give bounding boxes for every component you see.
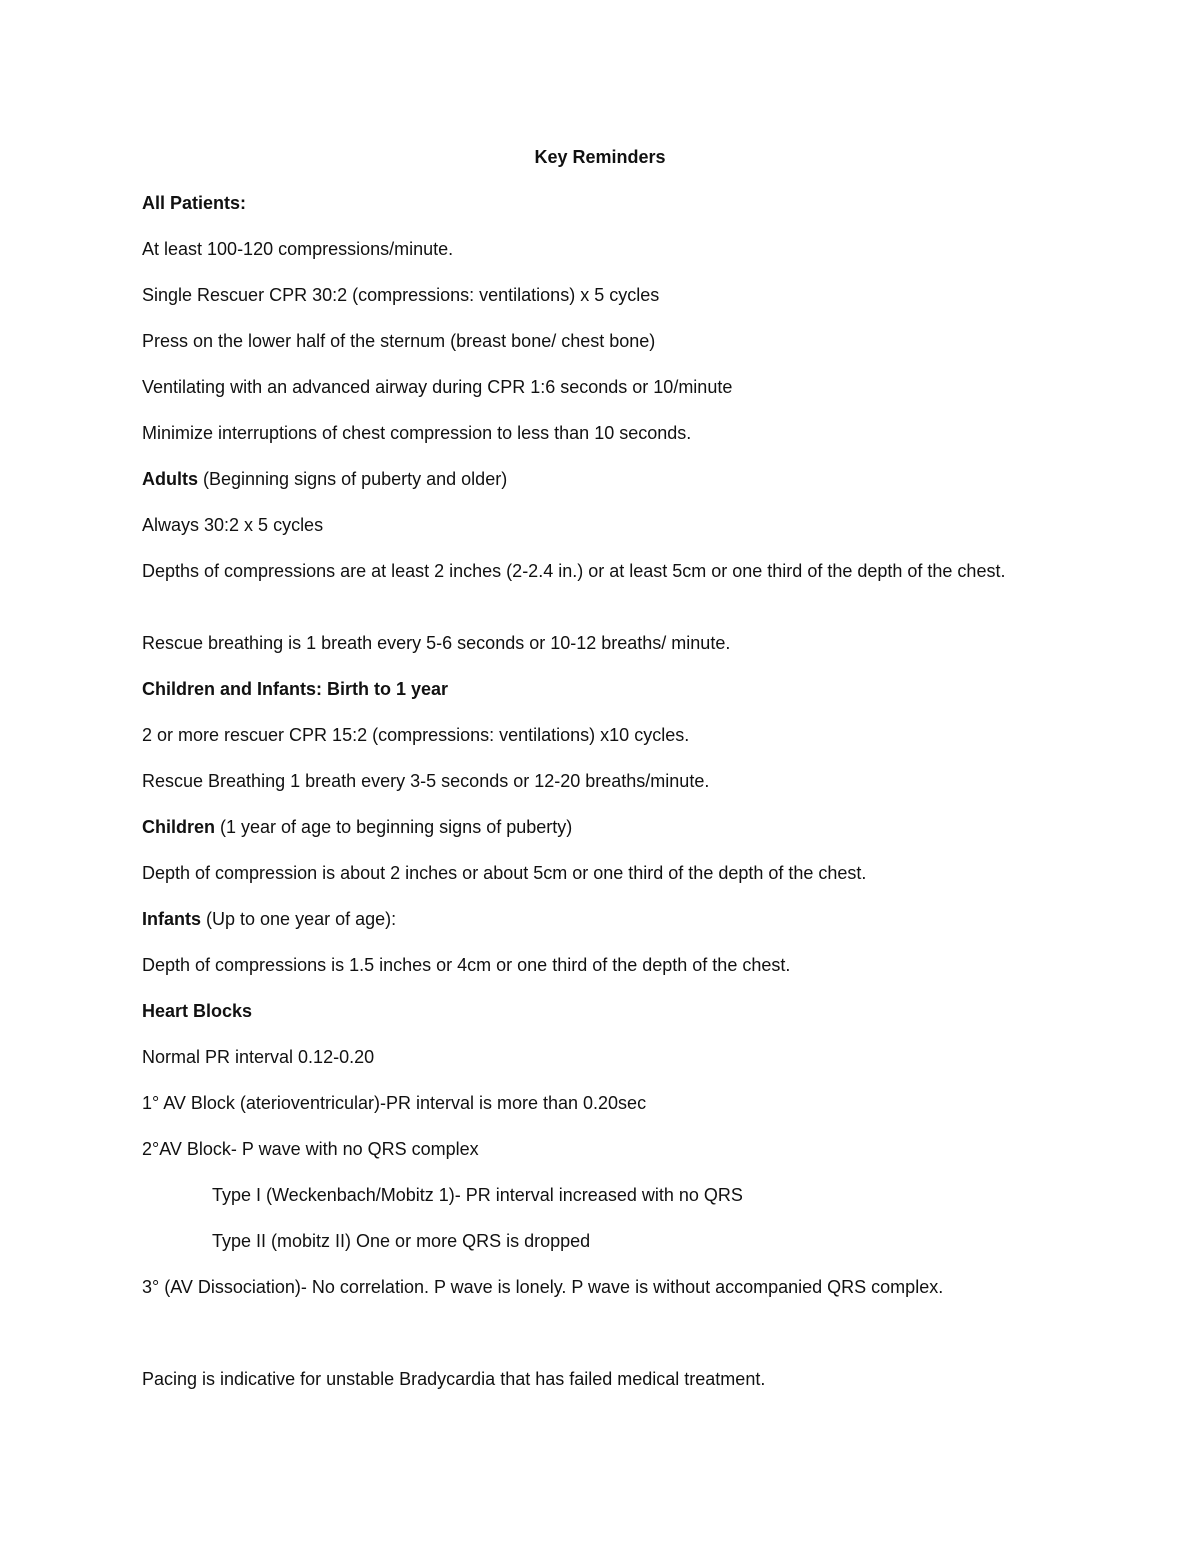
section-heading-infants: Infants (142, 909, 202, 929)
all-patients-item-1: At least 100-120 compressions/minute. (142, 239, 454, 259)
heart-blocks-item-1: Normal PR interval 0.12-0.20 (142, 1047, 375, 1067)
heart-blocks-item-3: 2°AV Block- P wave with no QRS complex (142, 1139, 479, 1159)
all-patients-item-2: Single Rescuer CPR 30:2 (compressions: ventilations) x 5 cycles (142, 285, 660, 305)
heart-blocks-sub-item-1: Type I (Weckenbach/Mobitz 1)- PR interval increased with no QRS (212, 1185, 743, 1205)
infants-subheading: (Up to one year of age): (201, 909, 397, 929)
children-infants-item-2: Rescue Breathing 1 breath every 3-5 seconds or 12-20 breaths/minute. (142, 771, 710, 791)
section-heading-heart-blocks: Heart Blocks (142, 1001, 253, 1021)
section-heading-children-line (142, 814, 572, 840)
heart-blocks-third-degree: 3° (AV Dissociation)- No correlation. P wave is lonely. P wave is without accompanied QRS complex. (142, 1277, 944, 1297)
section-heading-adults: Adults (142, 469, 198, 489)
children-subheading: (1 year of age to beginning signs of puberty) (215, 817, 573, 837)
section-heading-adults-line (142, 466, 507, 492)
adults-item-3: Rescue breathing is 1 breath every 5-6 seconds or 10-12 breaths/ minute. (142, 633, 731, 653)
all-patients-item-4: Ventilating with an advanced airway during CPR 1:6 seconds or 10/minute (142, 377, 733, 397)
all-patients-item-5: Minimize interruptions of chest compression to less than 10 seconds. (142, 423, 692, 443)
heart-blocks-sub-item-2: Type II (mobitz II) One or more QRS is dropped (212, 1231, 591, 1251)
adults-item-1: Always 30:2 x 5 cycles (142, 515, 324, 535)
section-heading-children-infants: Children and Infants: Birth to 1 year (142, 679, 449, 699)
children-infants-item-1: 2 or more rescuer CPR 15:2 (compressions: ventilations) x10 cycles. (142, 725, 690, 745)
adults-item-2: Depths of compressions are at least 2 inches (2-2.4 in.) or at least 5cm or one third of the depth of the chest. (142, 561, 1006, 581)
section-heading-all-patients: All Patients: (142, 193, 247, 213)
heart-blocks-item-2: 1° AV Block (aterioventricular)-PR interval is more than 0.20sec (142, 1093, 647, 1113)
page-title: Key Reminders (534, 147, 666, 167)
infants-item-1: Depth of compressions is 1.5 inches or 4cm or one third of the depth of the chest. (142, 955, 791, 975)
all-patients-item-3: Press on the lower half of the sternum (breast bone/ chest bone) (142, 331, 656, 351)
pacing-note: Pacing is indicative for unstable Bradycardia that has failed medical treatment. (142, 1369, 766, 1389)
adults-subheading: (Beginning signs of puberty and older) (198, 469, 508, 489)
section-heading-children: Children (142, 817, 216, 837)
section-heading-infants-line (142, 906, 396, 932)
children-item-1: Depth of compression is about 2 inches or about 5cm or one third of the depth of the chest. (142, 863, 867, 883)
